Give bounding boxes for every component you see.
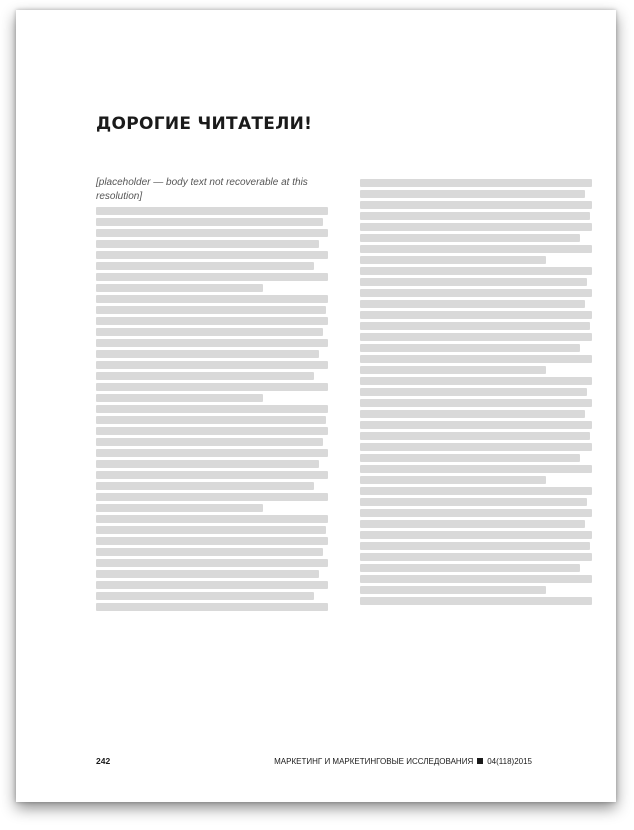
text-line-placeholder	[360, 553, 592, 561]
text-line-placeholder	[360, 267, 592, 275]
text-line-placeholder	[96, 383, 328, 391]
text-line-placeholder	[360, 597, 592, 605]
text-line-placeholder	[96, 526, 326, 534]
text-line-placeholder	[360, 487, 592, 495]
text-line-placeholder	[96, 284, 263, 292]
text-line-placeholder	[96, 493, 328, 501]
page-footer	[96, 756, 532, 766]
text-line-placeholder	[96, 581, 328, 589]
text-line-placeholder	[96, 449, 328, 457]
journal-credit	[274, 757, 532, 766]
text-line-placeholder	[360, 256, 546, 264]
text-line-placeholder	[96, 361, 328, 369]
text-line-placeholder	[360, 344, 580, 352]
text-line-placeholder	[96, 394, 263, 402]
text-line-placeholder	[360, 322, 590, 330]
text-line-placeholder	[360, 278, 587, 286]
text-column-right	[360, 176, 592, 608]
text-line-placeholder	[96, 295, 328, 303]
text-line-placeholder	[96, 471, 328, 479]
text-line-placeholder	[360, 377, 592, 385]
text-line-placeholder	[360, 421, 592, 429]
text-line-placeholder	[96, 229, 328, 237]
text-line-placeholder	[360, 542, 590, 550]
issue-number: 04(118)2015	[487, 756, 532, 766]
text-line-placeholder	[96, 317, 328, 325]
text-line-placeholder	[96, 218, 323, 226]
text-line-placeholder	[360, 432, 590, 440]
text-line-placeholder	[96, 240, 319, 248]
text-line-placeholder	[96, 273, 328, 281]
text-line-placeholder	[96, 306, 326, 314]
text-line-placeholder	[96, 592, 314, 600]
page-number: 242	[96, 756, 111, 766]
text-line-placeholder	[96, 427, 328, 435]
text-line-placeholder	[96, 328, 323, 336]
text-line-placeholder	[360, 366, 546, 374]
text-line-placeholder	[96, 460, 319, 468]
text-line-placeholder	[360, 531, 592, 539]
text-line-placeholder	[360, 234, 580, 242]
journal-name: МАРКЕТИНГ И МАРКЕТИНГОВЫЕ ИССЛЕДОВАНИЯ	[274, 756, 474, 766]
text-line-placeholder	[360, 465, 592, 473]
text-line-placeholder	[360, 289, 592, 297]
text-line-placeholder	[360, 454, 580, 462]
text-line-placeholder	[360, 355, 592, 363]
text-line-placeholder	[96, 482, 314, 490]
text-line-placeholder	[96, 251, 328, 259]
body-placeholder-note: [placeholder — body text not recoverable at this resolution]	[96, 177, 308, 202]
text-line-placeholder	[360, 212, 590, 220]
separator-square-icon	[477, 758, 483, 764]
text-line-placeholder	[360, 245, 592, 253]
text-line-placeholder	[96, 537, 328, 545]
text-line-placeholder	[96, 350, 319, 358]
text-line-placeholder	[96, 603, 328, 611]
text-line-placeholder	[96, 207, 328, 215]
body-text-lines	[360, 179, 592, 605]
text-line-placeholder	[360, 509, 592, 517]
text-line-placeholder	[360, 300, 585, 308]
text-line-placeholder	[360, 443, 592, 451]
text-line-placeholder	[96, 570, 319, 578]
text-line-placeholder	[360, 223, 592, 231]
text-column-left	[96, 176, 328, 614]
text-line-placeholder	[360, 564, 580, 572]
text-line-placeholder	[96, 339, 328, 347]
text-line-placeholder	[360, 333, 592, 341]
text-line-placeholder	[96, 559, 328, 567]
text-line-placeholder	[96, 548, 323, 556]
page-title: ДОРОГИЕ ЧИТАТЕЛИ!	[96, 114, 313, 134]
text-line-placeholder	[360, 498, 587, 506]
text-line-placeholder	[96, 405, 328, 413]
text-line-placeholder	[96, 416, 326, 424]
text-line-placeholder	[360, 201, 592, 209]
journal-page	[16, 10, 616, 802]
text-line-placeholder	[360, 586, 546, 594]
text-line-placeholder	[360, 520, 585, 528]
text-line-placeholder	[360, 190, 585, 198]
text-line-placeholder	[360, 399, 592, 407]
text-line-placeholder	[360, 388, 587, 396]
text-line-placeholder	[96, 515, 328, 523]
text-line-placeholder	[360, 476, 546, 484]
text-line-placeholder	[360, 311, 592, 319]
text-line-placeholder	[96, 372, 314, 380]
text-line-placeholder	[360, 179, 592, 187]
body-text-lines	[96, 207, 328, 611]
text-line-placeholder	[96, 504, 263, 512]
text-line-placeholder	[360, 575, 592, 583]
text-line-placeholder	[96, 438, 323, 446]
text-line-placeholder	[96, 262, 314, 270]
text-line-placeholder	[360, 410, 585, 418]
